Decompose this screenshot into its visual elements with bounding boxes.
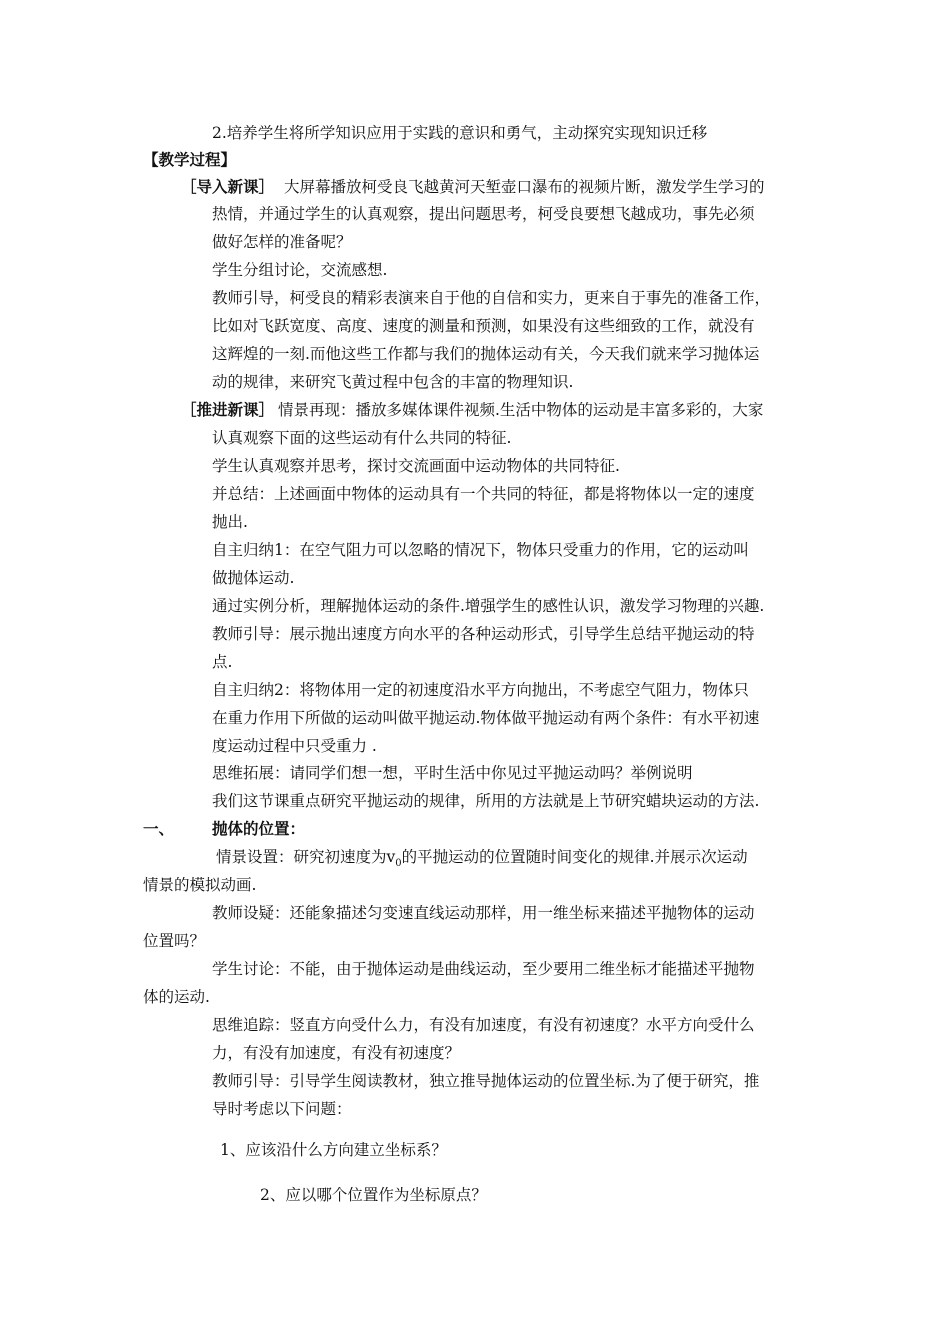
paragraph-line: 情景再现：播放多媒体课件视频.生活中物体的运动是丰富多彩的，大家: [278, 401, 764, 419]
paragraph-line: 比如对飞跃宽度、高度、速度的测量和预测，如果没有这些细致的工作，就没有: [212, 317, 755, 335]
paragraph-line: 热情，并通过学生的认真观察，提出问题思考，柯受良要想飞越成功，事先必须: [212, 205, 755, 223]
paragraph-line: 学生讨论：不能，由于抛体运动是曲线运动，至少要用二维坐标才能描述平抛物: [212, 960, 755, 978]
v-subscript: 0: [395, 858, 402, 870]
paragraph-line: 并总结：上述画面中物体的运动具有一个共同的特征，都是将物体以一定的速度: [212, 485, 755, 503]
list-item: 1、应该沿什么方向建立坐标系？: [220, 1141, 447, 1159]
paragraph-line: 位置吗？: [143, 932, 206, 950]
paragraph-line: 自主归纳2：将物体用一定的初速度沿水平方向抛出，不考虑空气阻力，物体只: [212, 681, 749, 699]
paragraph-line: 度运动过程中只受重力 .: [212, 737, 377, 755]
paragraph-line: 学生认真观察并思考，探讨交流画面中运动物体的共同特征.: [212, 457, 620, 475]
paragraph-line: 通过实例分析，理解抛体运动的条件.增强学生的感性认识，激发学习物理的兴趣.: [212, 597, 765, 615]
paragraph-line: 情景设置：研究初速度为$v_0$的平抛运动的位置随时间变化的规律.并展示次运动: [216, 848, 748, 870]
section-number: 一、: [143, 820, 175, 838]
paragraph-line: 力，有没有加速度，有没有初速度？: [212, 1044, 461, 1062]
goal-item-2: 2.培养学生将所学知识应用于实践的意识和勇气，主动探究实现知识迁移: [212, 124, 708, 142]
paragraph-line: 思维追踪：竖直方向受什么力，有没有加速度，有没有初速度？水平方向受什么: [212, 1016, 755, 1034]
paragraph-line: 思维拓展：请同学们想一想，平时生活中你见过平抛运动吗？举例说明: [212, 764, 693, 782]
v-symbol: v: [386, 848, 396, 866]
paragraph-line: 体的运动.: [143, 988, 210, 1006]
list-item: 2、应以哪个位置作为坐标原点？: [260, 1186, 487, 1204]
paragraph-line: 教师引导：展示抛出速度方向水平的各种运动形式，引导学生总结平抛运动的特: [212, 625, 755, 643]
paragraph-line: 学生分组讨论，交流感想.: [212, 261, 388, 279]
section-heading-position: 抛体的位置：: [212, 820, 306, 838]
paragraph-line: 做抛体运动.: [212, 569, 295, 587]
paragraph-line: 自主归纳1：在空气阻力可以忽略的情况下，物体只受重力的作用，它的运动叫: [212, 541, 749, 559]
paragraph-line: 大屏幕播放柯受良飞越黄河天堑壶口瀑布的视频片断，激发学生学习的: [284, 178, 765, 196]
paragraph-line: 我们这节课重点研究平抛运动的规律，所用的方法就是上节研究蜡块运动的方法.: [212, 792, 760, 810]
paragraph-line: 教师设疑：还能象描述匀变速直线运动那样，用一维坐标来描述平抛物体的运动: [212, 904, 755, 922]
paragraph-line: 教师引导：引导学生阅读教材，独立推导抛体运动的位置坐标.为了便于研究，推: [212, 1072, 760, 1090]
paragraph-line: 动的规律，来研究飞黄过程中包含的丰富的物理知识.: [212, 373, 574, 391]
paragraph-line: 认真观察下面的这些运动有什么共同的特征.: [212, 429, 512, 447]
paragraph-line: 这辉煌的一刻.而他这些工作都与我们的抛体运动有关，今天我们就来学习抛体运: [212, 345, 760, 363]
paragraph-line: 做好怎样的准备呢？: [212, 233, 352, 251]
paragraph-line: 在重力作用下所做的运动叫做平抛运动.物体做平抛运动有两个条件：有水平初速: [212, 709, 760, 727]
paragraph-line: 情景的模拟动画.: [143, 876, 257, 894]
paragraph-line: 抛出.: [212, 513, 248, 531]
subheading-new-lesson: ［推进新课］: [181, 401, 275, 419]
subheading-intro: ［导入新课］: [181, 178, 275, 196]
paragraph-line: 点.: [212, 653, 233, 671]
paragraph-line: 教师引导，柯受良的精彩表演来自于他的自信和实力，更来自于事先的准备工作，: [212, 289, 771, 307]
paragraph-line: 导时考虑以下问题：: [212, 1100, 352, 1118]
section-heading-teaching-process: 【教学过程】: [143, 151, 237, 169]
